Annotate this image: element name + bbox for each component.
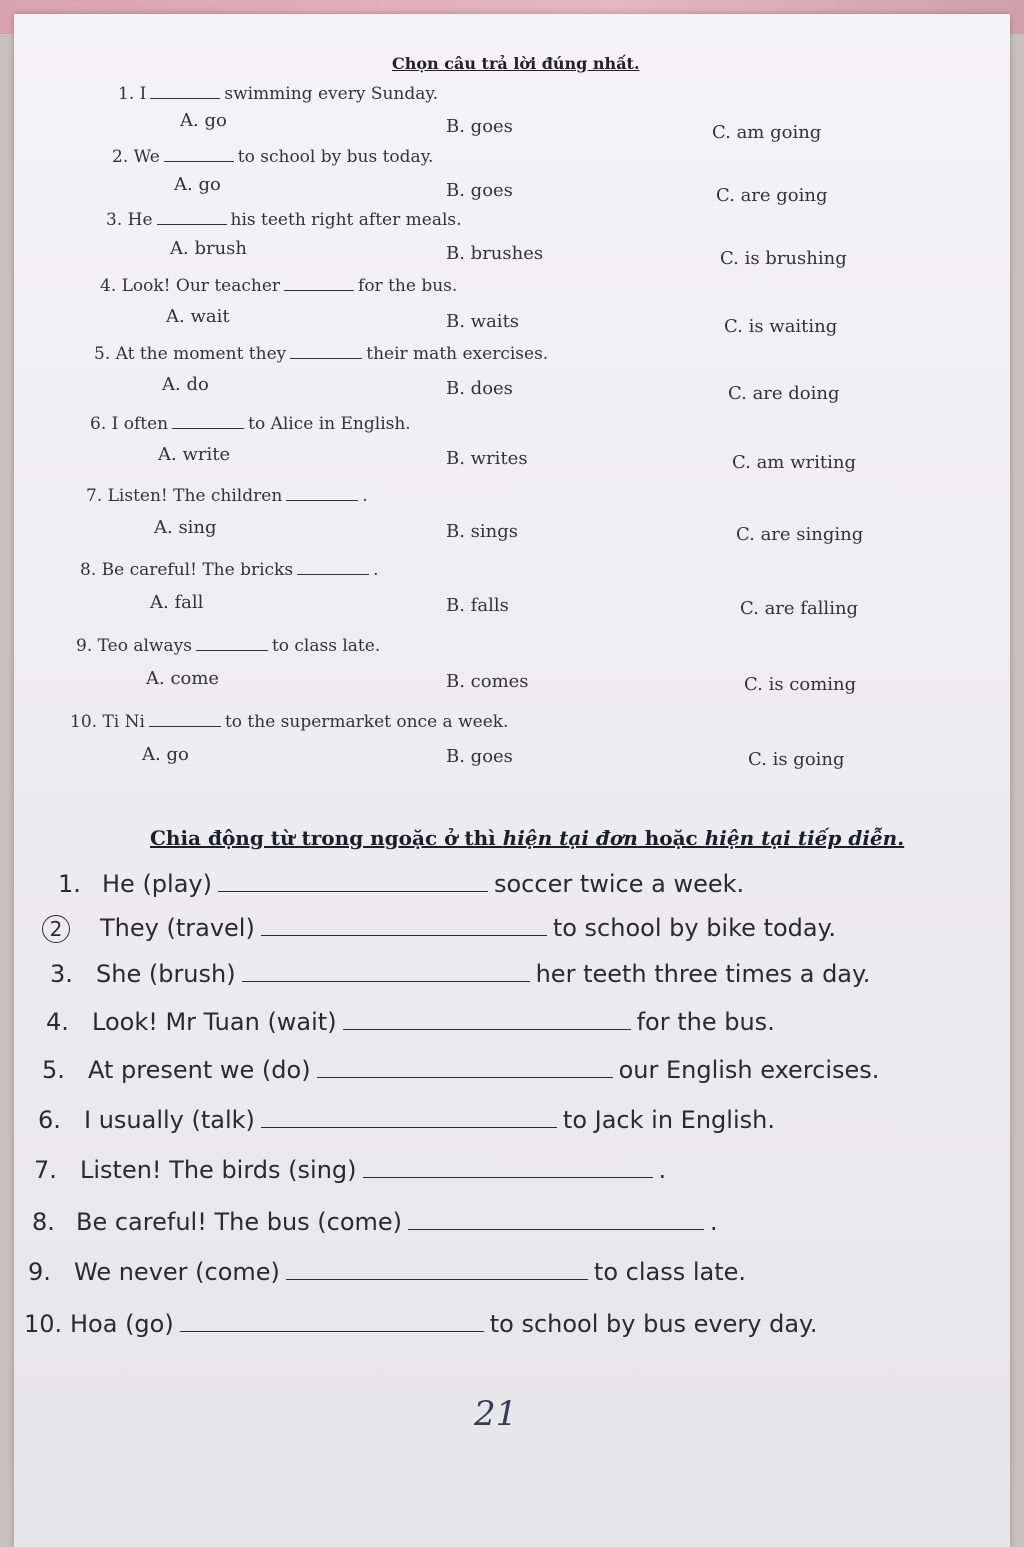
mc-question-stem: 9. Teo always: [76, 636, 192, 656]
answer-blank[interactable]: [196, 636, 268, 651]
item-stem: Hoa (go): [70, 1310, 174, 1338]
option-c[interactable]: C. am going: [712, 122, 822, 143]
mc-question: [118, 84, 438, 104]
item-rest: for the bus.: [636, 1008, 775, 1036]
option-a[interactable]: A. fall: [150, 592, 204, 613]
mc-question: [100, 276, 457, 296]
section1-heading: Chọn câu trả lời đúng nhất.: [392, 54, 640, 73]
conjugation-item: [80, 1156, 666, 1184]
item-stem: Look! Mr Tuan (wait): [92, 1008, 337, 1036]
item-rest: our English exercises.: [618, 1056, 880, 1084]
mc-question-rest: their math exercises.: [366, 344, 549, 364]
option-b[interactable]: B. writes: [446, 448, 528, 469]
conjugation-item: [88, 1056, 879, 1084]
answer-blank[interactable]: [290, 344, 362, 359]
mc-question-rest: to school by bus today.: [237, 147, 434, 167]
option-a[interactable]: A. sing: [154, 517, 217, 538]
option-c[interactable]: C. is waiting: [724, 315, 838, 337]
item-stem: She (brush): [96, 960, 236, 988]
option-b[interactable]: B. goes: [446, 179, 513, 201]
conjugation-item: [84, 1106, 775, 1134]
option-b[interactable]: B. waits: [446, 310, 520, 332]
mc-question-stem: 8. Be careful! The bricks: [80, 560, 294, 580]
answer-blank[interactable]: [261, 917, 547, 936]
mc-question-stem: 1. I: [118, 84, 147, 104]
option-a[interactable]: A. brush: [170, 238, 247, 259]
mc-question: [106, 210, 462, 230]
option-b[interactable]: B. comes: [446, 670, 529, 692]
item-number: 6.: [38, 1106, 61, 1134]
option-c[interactable]: C. am writing: [732, 452, 856, 473]
answer-blank[interactable]: [284, 276, 354, 291]
item-stem: At present we (do): [88, 1056, 311, 1084]
answer-blank[interactable]: [180, 1313, 484, 1332]
answer-blank[interactable]: [150, 84, 220, 99]
option-c[interactable]: C. are falling: [740, 598, 859, 620]
option-b[interactable]: B. goes: [446, 116, 513, 137]
section2-heading: Chia động từ trong ngoặc ở thì hiện tại đơn hoặc hiện tại tiếp diễn.: [150, 826, 905, 850]
option-c[interactable]: C. is brushing: [720, 248, 847, 270]
option-c[interactable]: C. are doing: [728, 382, 840, 404]
item-rest: to school by bus every day.: [489, 1310, 818, 1338]
mc-question: [76, 636, 380, 656]
mc-question-stem: 10. Ti Ni: [70, 712, 145, 732]
mc-question-rest: to the supermarket once a week.: [224, 712, 509, 732]
mc-question-stem: 6. I often: [90, 414, 169, 434]
mc-question-stem: 5. At the moment they: [94, 344, 287, 364]
answer-blank[interactable]: [157, 210, 227, 225]
answer-blank[interactable]: [164, 147, 234, 162]
mc-question-rest: to Alice in English.: [248, 414, 411, 434]
item-stem: He (play): [102, 870, 212, 898]
mc-question: [112, 147, 433, 167]
option-c[interactable]: C. are going: [716, 185, 828, 207]
mc-question-rest: his teeth right after meals.: [230, 210, 462, 230]
answer-blank[interactable]: [363, 1159, 653, 1178]
item-rest: her teeth three times a day.: [535, 960, 871, 988]
option-b[interactable]: B. brushes: [446, 243, 544, 265]
option-a[interactable]: A. wait: [166, 306, 230, 327]
answer-blank[interactable]: [286, 1261, 588, 1280]
item-number: 4.: [46, 1008, 69, 1036]
mc-question-rest: for the bus.: [358, 276, 458, 296]
mc-question: [70, 712, 508, 732]
option-c[interactable]: C. are singing: [736, 524, 864, 546]
page-number: 21: [474, 1394, 518, 1434]
item-rest: to school by bike today.: [552, 914, 836, 942]
conjugation-item: [102, 870, 744, 898]
item-stem: Be careful! The bus (come): [76, 1208, 403, 1236]
option-b[interactable]: B. sings: [446, 520, 519, 542]
answer-blank[interactable]: [149, 712, 221, 727]
conjugation-item: [76, 1208, 718, 1236]
mc-question-rest: swimming every Sunday.: [224, 84, 439, 104]
answer-blank[interactable]: [172, 414, 244, 429]
answer-blank[interactable]: [297, 560, 369, 575]
option-b[interactable]: B. falls: [446, 595, 509, 617]
item-rest: soccer twice a week.: [493, 870, 745, 898]
conjugation-item: [70, 1310, 817, 1338]
conjugation-item: [92, 1008, 775, 1036]
option-a[interactable]: A. do: [162, 374, 209, 395]
option-c[interactable]: C. is going: [748, 748, 845, 770]
conjugation-item: [100, 914, 836, 942]
mc-question-stem: 7. Listen! The children: [86, 486, 283, 506]
option-a[interactable]: A. write: [158, 444, 231, 465]
mc-question: [90, 414, 411, 434]
answer-blank[interactable]: [408, 1211, 704, 1230]
answer-blank[interactable]: [317, 1059, 613, 1078]
item-rest: to Jack in English.: [562, 1106, 775, 1134]
mc-question-rest: .: [362, 486, 368, 506]
option-a[interactable]: A. go: [142, 744, 189, 765]
worksheet-page: [14, 14, 1010, 1547]
item-stem: We never (come): [74, 1258, 280, 1286]
item-number: 5.: [42, 1056, 65, 1084]
conjugation-item: [96, 960, 870, 988]
item-number: 1.: [58, 870, 81, 898]
item-rest: .: [710, 1208, 718, 1236]
item-number: 10.: [24, 1310, 63, 1338]
answer-blank[interactable]: [242, 963, 530, 982]
item-stem: They (travel): [100, 914, 255, 942]
mc-question-stem: 3. He: [106, 210, 153, 230]
item-number: 3.: [50, 960, 73, 988]
mc-question: [80, 560, 379, 580]
option-a[interactable]: A. come: [146, 668, 220, 689]
answer-blank[interactable]: [286, 486, 358, 501]
item-rest: to class late.: [593, 1258, 747, 1286]
item-number: 8.: [32, 1208, 55, 1236]
answer-blank[interactable]: [261, 1109, 557, 1128]
mc-question-stem: 2. We: [112, 147, 160, 167]
item-number: 2: [42, 914, 70, 943]
option-b[interactable]: B. does: [446, 378, 513, 400]
option-a[interactable]: A. go: [180, 110, 227, 131]
mc-question-rest: to class late.: [271, 636, 381, 656]
mc-question: [94, 344, 548, 364]
mc-question-rest: .: [373, 560, 379, 580]
answer-blank[interactable]: [343, 1011, 631, 1030]
option-c[interactable]: C. is coming: [744, 673, 857, 695]
item-stem: I usually (talk): [84, 1106, 255, 1134]
conjugation-item: [74, 1258, 746, 1286]
answer-blank[interactable]: [218, 873, 488, 892]
option-b[interactable]: B. goes: [446, 746, 513, 768]
mc-question: [86, 486, 368, 506]
item-stem: Listen! The birds (sing): [80, 1156, 357, 1184]
item-number: 9.: [28, 1258, 51, 1286]
item-rest: .: [658, 1156, 667, 1184]
mc-question-stem: 4. Look! Our teacher: [100, 276, 281, 296]
option-a[interactable]: A. go: [174, 174, 221, 195]
item-number: 7.: [34, 1156, 57, 1184]
